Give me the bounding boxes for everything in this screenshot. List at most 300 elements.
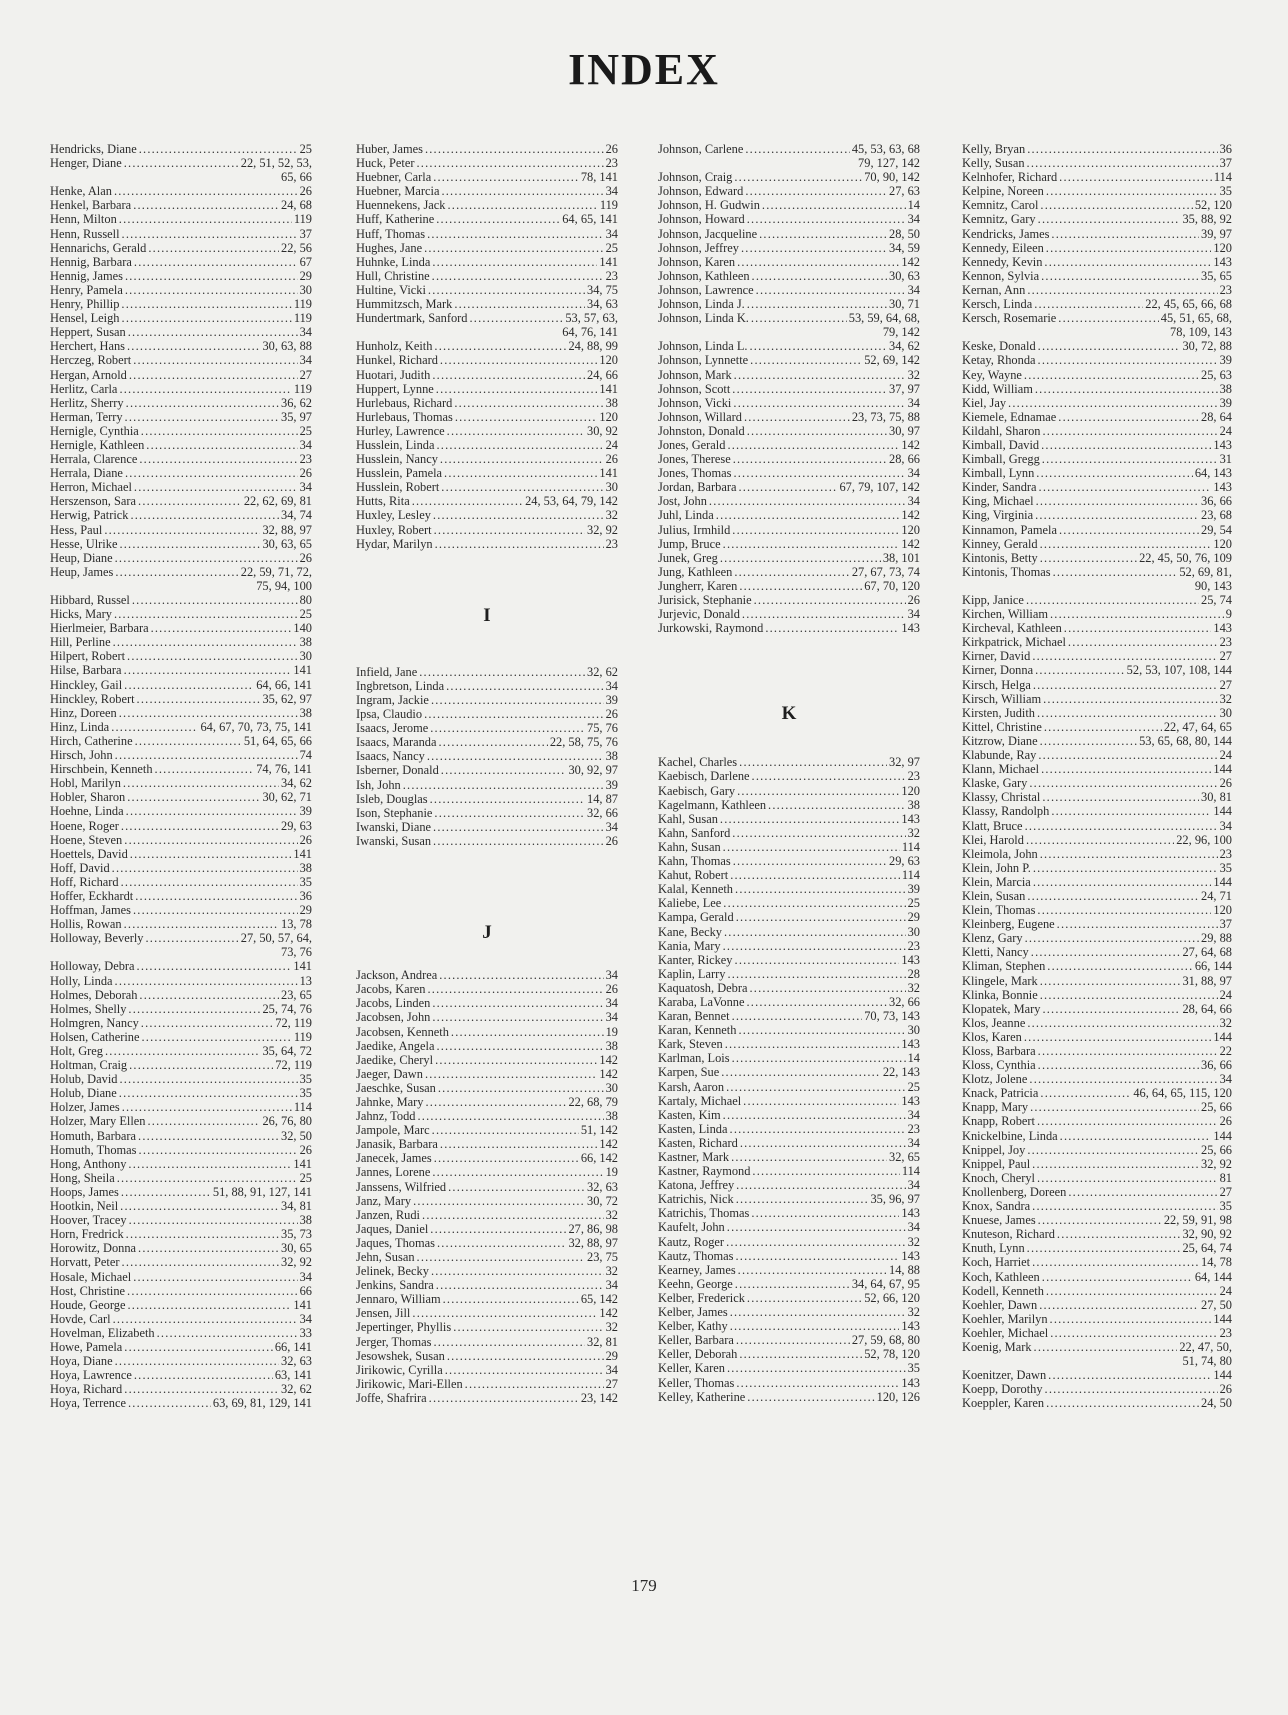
entry-pages: 13: [299, 973, 312, 988]
index-entry: [50, 466, 312, 480]
index-entry: [962, 593, 1232, 607]
entry-name: Johnson, Mark: [658, 367, 732, 382]
entry-pages: 23: [1219, 846, 1232, 861]
entry-pages: 119: [293, 1029, 312, 1044]
entry-pages: 35: [907, 1361, 920, 1376]
dot-leader: [726, 1235, 906, 1249]
entry-name: Karan, Bennet: [658, 1009, 730, 1024]
index-entry: [50, 635, 312, 649]
index-entry: [962, 1255, 1232, 1269]
entry-pages: 143: [901, 1319, 920, 1334]
entry-pages: 120, 126: [876, 1389, 920, 1404]
dot-leader: [433, 820, 604, 834]
entry-name: Hennig, Barbara: [50, 254, 132, 269]
entry-pages: 51, 142: [580, 1123, 618, 1138]
index-entry: [962, 1227, 1232, 1241]
entry-name: Iwanski, Diane: [356, 819, 432, 834]
entry-pages: 34: [1219, 1072, 1232, 1087]
entry-name: Knuteson, Richard: [962, 1227, 1055, 1242]
index-entry: [962, 212, 1232, 226]
index-entry: [658, 1333, 920, 1347]
entry-pages: 35, 96, 97: [870, 1192, 920, 1207]
dot-leader: [739, 579, 862, 593]
index-entry: [50, 325, 312, 339]
entry-name: Kintonis, Thomas: [962, 564, 1051, 579]
dot-leader: [709, 494, 906, 508]
dot-leader: [739, 1347, 862, 1361]
dot-leader: [432, 996, 603, 1010]
entry-name: Jaedike, Angela: [356, 1038, 435, 1053]
entry-pages: 143: [901, 621, 920, 636]
entry-name: Isaacs, Maranda: [356, 735, 437, 750]
entry-name: Hernigle, Cynthia: [50, 423, 139, 438]
entry-name: Karlman, Lois: [658, 1051, 730, 1066]
entry-pages: 32: [907, 825, 920, 840]
dot-leader: [428, 982, 604, 996]
entry-name: Kennon, Sylvia: [962, 268, 1040, 283]
index-entry: [962, 1002, 1232, 1016]
entry-pages: 30, 63: [889, 268, 920, 283]
entry-name: Jaedike, Cheryl: [356, 1052, 434, 1067]
index-entry: [356, 508, 618, 522]
dot-leader: [1057, 1227, 1181, 1241]
index-entry: [50, 1143, 312, 1157]
entry-name: Hirschbein, Kenneth: [50, 762, 153, 777]
entry-pages: 32: [605, 1207, 618, 1222]
entry-name: Knapp, Mary: [962, 1100, 1029, 1115]
entry-pages: 38: [605, 395, 618, 410]
dot-leader: [425, 142, 604, 156]
entry-name: Juhl, Linda: [658, 508, 714, 523]
dot-leader: [129, 1058, 273, 1072]
index-entry: [962, 410, 1232, 424]
entry-pages: 25, 66: [1201, 1142, 1232, 1157]
dot-leader: [1027, 889, 1199, 903]
dot-leader: [138, 494, 242, 508]
dot-leader: [134, 480, 298, 494]
index-entry: [658, 1178, 920, 1192]
entry-name: Klassy, Randolph: [962, 804, 1050, 819]
entry-name: Kipp, Janice: [962, 593, 1024, 607]
entry-pages: 30, 63, 65: [262, 536, 312, 551]
index-entry: [658, 480, 920, 494]
entry-name: Husslein, Robert: [356, 480, 440, 495]
dot-leader: [1059, 170, 1212, 184]
entry-pages: 32: [605, 508, 618, 523]
index-entry: [50, 297, 312, 311]
dot-leader: [737, 784, 899, 798]
entry-name: Infield, Jane: [356, 664, 418, 679]
index-entry: [50, 424, 312, 438]
entry-name: Kelber, Frederick: [658, 1290, 745, 1305]
entry-name: Kahn, Thomas: [658, 854, 731, 869]
index-entry: [962, 184, 1232, 198]
entry-name: Hydar, Marilyn: [356, 536, 433, 551]
dot-leader: [470, 311, 564, 325]
entry-name: Jacobsen, Kenneth: [356, 1024, 449, 1039]
entry-pages: 26: [299, 550, 312, 565]
entry-name: Husslein, Pamela: [356, 466, 443, 481]
dot-leader: [125, 410, 279, 424]
dot-leader: [430, 721, 585, 735]
dot-leader: [1027, 142, 1217, 156]
entry-pages: 32, 92: [587, 522, 618, 537]
entry-pages: 52, 78, 120: [864, 1347, 920, 1362]
entry-name: Kinnamon, Pamela: [962, 522, 1057, 537]
entry-pages: 26: [907, 593, 920, 607]
entry-pages: 144: [1213, 762, 1232, 777]
entry-pages: 63, 141: [274, 1368, 312, 1383]
index-entry: [356, 396, 618, 410]
entry-name: Johnston, Donald: [658, 423, 745, 438]
entry-pages: 27: [1219, 1184, 1232, 1199]
index-entry: [962, 1185, 1232, 1199]
index-entry: [962, 790, 1232, 804]
entry-name: Holzer, James: [50, 1100, 120, 1115]
index-entry: [50, 819, 312, 833]
index-entry: [50, 1368, 312, 1382]
entry-pages: 24: [1219, 987, 1232, 1002]
entry-pages: 34, 75: [587, 282, 618, 297]
entry-pages: 34, 64, 67, 95: [851, 1276, 920, 1291]
entry-pages: 30, 72, 88: [1182, 339, 1232, 354]
index-entry: [962, 480, 1232, 494]
entry-name: Heup, James: [50, 564, 114, 579]
dot-leader: [417, 1109, 603, 1123]
dot-leader: [1036, 466, 1193, 480]
entry-pages: 30: [605, 1080, 618, 1095]
entry-pages: 37: [1219, 156, 1232, 171]
entry-name: Kelly, Susan: [962, 156, 1025, 171]
entry-pages: 120: [1213, 903, 1232, 918]
index-entry: [658, 1206, 920, 1220]
dot-leader: [137, 692, 261, 706]
entry-pages: 141: [599, 381, 618, 396]
dot-leader: [124, 156, 239, 170]
dot-leader: [441, 763, 567, 777]
entry-name: Hunholz, Keith: [356, 339, 433, 354]
index-entry: [962, 804, 1232, 818]
entry-name: Homuth, Barbara: [50, 1128, 137, 1143]
index-entry: [658, 1122, 920, 1136]
dot-leader: [1037, 706, 1218, 720]
index-entry: [356, 227, 618, 241]
index-entry: [962, 663, 1232, 677]
entry-pages: 114: [1213, 170, 1232, 185]
index-entry: [658, 424, 920, 438]
entry-pages: 30, 92: [587, 423, 618, 438]
entry-name: Hughes, Jane: [356, 240, 423, 255]
entry-pages: 144: [1213, 1128, 1232, 1143]
entry-pages: 74: [299, 748, 312, 763]
dot-leader: [1038, 748, 1217, 762]
index-entry: [658, 255, 920, 269]
entry-pages: 27, 50, 57, 64,: [240, 931, 312, 946]
entry-name: Jump, Bruce: [658, 536, 721, 551]
entry-pages: 34: [907, 212, 920, 227]
entry-pages: 23: [605, 536, 618, 551]
entry-name: Huff, Thomas: [356, 226, 426, 241]
entry-pages-continued: 90, 143: [1194, 578, 1232, 593]
index-entry: [50, 156, 312, 170]
dot-leader: [747, 1291, 862, 1305]
index-entry: [50, 269, 312, 283]
entry-name: Hendricks, Diane: [50, 142, 137, 156]
entry-name: Hennig, James: [50, 268, 123, 283]
entry-name: Kirsch, Helga: [962, 677, 1031, 692]
dot-leader: [413, 1194, 585, 1208]
index-entry: [962, 1340, 1232, 1354]
dot-leader: [113, 1312, 298, 1326]
entry-pages: 38: [605, 1038, 618, 1053]
dot-leader: [137, 959, 292, 973]
entry-pages: 35, 88, 92: [1182, 212, 1232, 227]
dot-leader: [736, 910, 906, 924]
index-entry: [50, 720, 312, 734]
dot-leader: [119, 382, 291, 396]
dot-leader: [434, 339, 566, 353]
index-entry: [356, 996, 618, 1010]
dot-leader: [725, 1037, 900, 1051]
dot-leader: [723, 1108, 906, 1122]
index-entry: [962, 339, 1232, 353]
index-entry: [356, 1067, 618, 1081]
index-entry: [962, 1072, 1232, 1086]
entry-name: Kaebisch, Gary: [658, 783, 736, 798]
index-entry: [658, 1136, 920, 1150]
dot-leader: [120, 1199, 279, 1213]
entry-pages: 25: [605, 240, 618, 255]
entry-pages: 143: [1213, 621, 1232, 636]
index-entry: [658, 967, 920, 981]
entry-pages: 24, 71: [1201, 888, 1232, 903]
entry-pages: 26: [605, 452, 618, 467]
entry-name: Hensel, Leigh: [50, 311, 120, 326]
entry-pages: 14: [907, 1051, 920, 1066]
entry-pages: 32, 62: [281, 1382, 312, 1397]
entry-pages: 143: [1213, 480, 1232, 495]
dot-leader: [1035, 382, 1218, 396]
entry-pages: 143: [1213, 437, 1232, 452]
entry-pages: 74, 76, 141: [256, 762, 312, 777]
entry-name: Jung, Kathleen: [658, 564, 733, 579]
entry-pages: 32, 92: [281, 1255, 312, 1270]
index-entry: [50, 847, 312, 861]
entry-name: Kalal, Kenneth: [658, 882, 734, 897]
index-entry: [356, 1137, 618, 1151]
entry-pages: 141: [293, 663, 312, 678]
entry-name: Hootkin, Neil: [50, 1199, 119, 1214]
entry-pages: 143: [901, 1375, 920, 1390]
index-entry: [962, 142, 1232, 156]
dot-leader: [441, 480, 603, 494]
entry-name: Kaufelt, John: [658, 1220, 725, 1235]
entry-pages: 51, 64, 65, 66: [243, 733, 312, 748]
entry-name: Henry, Pamela: [50, 282, 123, 297]
entry-pages: 34: [1219, 818, 1232, 833]
entry-name: Johnson, Scott: [658, 381, 731, 396]
entry-name: Holly, Linda: [50, 973, 113, 988]
dot-leader: [727, 438, 899, 452]
dot-leader: [141, 1030, 291, 1044]
dot-leader: [738, 1023, 905, 1037]
dot-leader: [438, 1081, 604, 1095]
entry-name: Hoff, David: [50, 860, 110, 875]
index-entry: [356, 269, 618, 283]
dot-leader: [138, 1129, 279, 1143]
entry-pages: 30, 81: [1201, 790, 1232, 805]
entry-name: Hobl, Marilyn: [50, 776, 121, 791]
entry-name: Kersch, Linda: [962, 297, 1033, 312]
entry-pages: 119: [293, 311, 312, 326]
entry-name: Janssens, Wilfried: [356, 1179, 447, 1194]
dot-leader: [432, 255, 597, 269]
entry-pages: 119: [293, 212, 312, 227]
index-entry: [356, 1264, 618, 1278]
entry-pages: 120: [1213, 240, 1232, 255]
entry-pages: 120: [901, 783, 920, 798]
index-entry: [356, 1278, 618, 1292]
entry-name: Hirch, Catherine: [50, 733, 133, 748]
entry-pages: 143: [901, 1093, 920, 1108]
entry-pages: 29: [299, 268, 312, 283]
dot-leader: [736, 1333, 850, 1347]
dot-leader: [119, 1086, 298, 1100]
entry-pages: 25, 63: [1201, 367, 1232, 382]
index-entry: [658, 1319, 920, 1333]
dot-leader: [115, 1354, 279, 1368]
index-entry: [356, 1222, 618, 1236]
index-entry: [658, 755, 920, 769]
entry-name: Joffe, Shafrira: [356, 1390, 427, 1405]
index-entry: [658, 840, 920, 854]
dot-leader: [731, 1150, 887, 1164]
dot-leader: [1038, 1044, 1218, 1058]
index-entry: [50, 663, 312, 677]
dot-leader: [425, 1095, 566, 1109]
dot-leader: [436, 382, 598, 396]
index-entry: [356, 1039, 618, 1053]
entry-name: Hirsch, John: [50, 748, 113, 763]
dot-leader: [762, 198, 906, 212]
dot-leader: [733, 854, 887, 868]
entry-name: Ison, Stephanie: [356, 805, 433, 820]
index-entry: [50, 410, 312, 424]
entry-name: Kleimola, John: [962, 846, 1038, 861]
index-entry: [356, 368, 618, 382]
entry-name: Jacobsen, John: [356, 1010, 431, 1025]
dot-leader: [1042, 452, 1218, 466]
entry-name: Julius, Irmhild: [658, 522, 731, 537]
index-entry: [658, 523, 920, 537]
dot-leader: [1033, 678, 1218, 692]
index-entry: [50, 438, 312, 452]
index-entry: [356, 665, 618, 679]
index-entry: [50, 649, 312, 663]
index-entry: [658, 769, 920, 783]
entry-pages: 45, 51, 65, 68,: [1160, 311, 1232, 326]
dot-leader: [123, 776, 279, 790]
entry-pages: 142: [901, 508, 920, 523]
dot-leader: [1043, 692, 1217, 706]
dot-leader: [127, 1284, 298, 1298]
entry-pages: 24: [1219, 423, 1232, 438]
entry-pages: 25, 74: [1201, 593, 1232, 607]
dot-leader: [435, 537, 604, 551]
index-entry: [50, 734, 312, 748]
index-entry: [50, 1185, 312, 1199]
entry-pages: 27: [1219, 649, 1232, 664]
index-column-2: [356, 142, 618, 1405]
entry-name: Kittel, Christine: [962, 719, 1042, 734]
entry-pages: 119: [599, 198, 618, 213]
entry-name: Jurjevic, Donald: [658, 607, 740, 622]
entry-name: Huxley, Lesley: [356, 508, 431, 523]
index-entry: [962, 1270, 1232, 1284]
entry-name: Hilse, Barbara: [50, 663, 122, 678]
index-entry: [50, 241, 312, 255]
entry-pages: 114: [293, 1100, 312, 1115]
dot-leader: [427, 227, 604, 241]
entry-pages: 34: [605, 184, 618, 199]
index-entry: [658, 212, 920, 226]
entry-name: Koch, Kathleen: [962, 1269, 1040, 1284]
entry-pages: 35: [1219, 1199, 1232, 1214]
entry-name: Hoehne, Linda: [50, 804, 124, 819]
entry-pages: 32, 81: [587, 1334, 618, 1349]
entry-name: Jaques, Daniel: [356, 1221, 429, 1236]
entry-name: Hoene, Roger: [50, 818, 119, 833]
entry-name: Johnson, Karen: [658, 254, 736, 269]
entry-pages: 34: [907, 466, 920, 481]
dot-leader: [1025, 931, 1199, 945]
dot-leader: [422, 1208, 604, 1222]
entry-pages: 143: [901, 1206, 920, 1221]
index-entry: [962, 1100, 1232, 1114]
dot-leader: [124, 1340, 273, 1354]
dot-leader: [1038, 1058, 1199, 1072]
index-entry: [356, 778, 618, 792]
entry-pages: 22, 58, 75, 76: [549, 735, 618, 750]
entry-name: Holloway, Beverly: [50, 931, 144, 946]
entry-pages: 34: [907, 607, 920, 622]
entry-name: Knapp, Robert: [962, 1114, 1035, 1129]
entry-name: Jaeger, Dawn: [356, 1066, 423, 1081]
index-entry: [356, 1095, 618, 1109]
index-entry: [658, 410, 920, 424]
index-entry: [962, 537, 1232, 551]
entry-pages: 23: [1219, 1325, 1232, 1340]
entry-pages: 30: [299, 649, 312, 664]
entry-pages: 78, 141: [580, 170, 618, 185]
entry-name: Jungherr, Karen: [658, 578, 738, 593]
entry-name: Kidd, William: [962, 381, 1033, 396]
entry-pages: 22, 45, 65, 66, 68: [1145, 297, 1232, 312]
dot-leader: [751, 311, 847, 325]
dot-leader: [1030, 1100, 1199, 1114]
entry-name: Holloway, Debra: [50, 959, 135, 974]
index-entry: [962, 607, 1232, 621]
entry-pages: 26: [605, 982, 618, 997]
entry-pages: 23: [299, 452, 312, 467]
dot-leader: [730, 1319, 900, 1333]
index-entry: [356, 1053, 618, 1067]
dot-leader: [113, 635, 298, 649]
index-entry: [356, 452, 618, 466]
index-entry: [50, 255, 312, 269]
entry-name: Holt, Greg: [50, 1044, 103, 1058]
entry-name: Kirsten, Judith: [962, 705, 1035, 720]
